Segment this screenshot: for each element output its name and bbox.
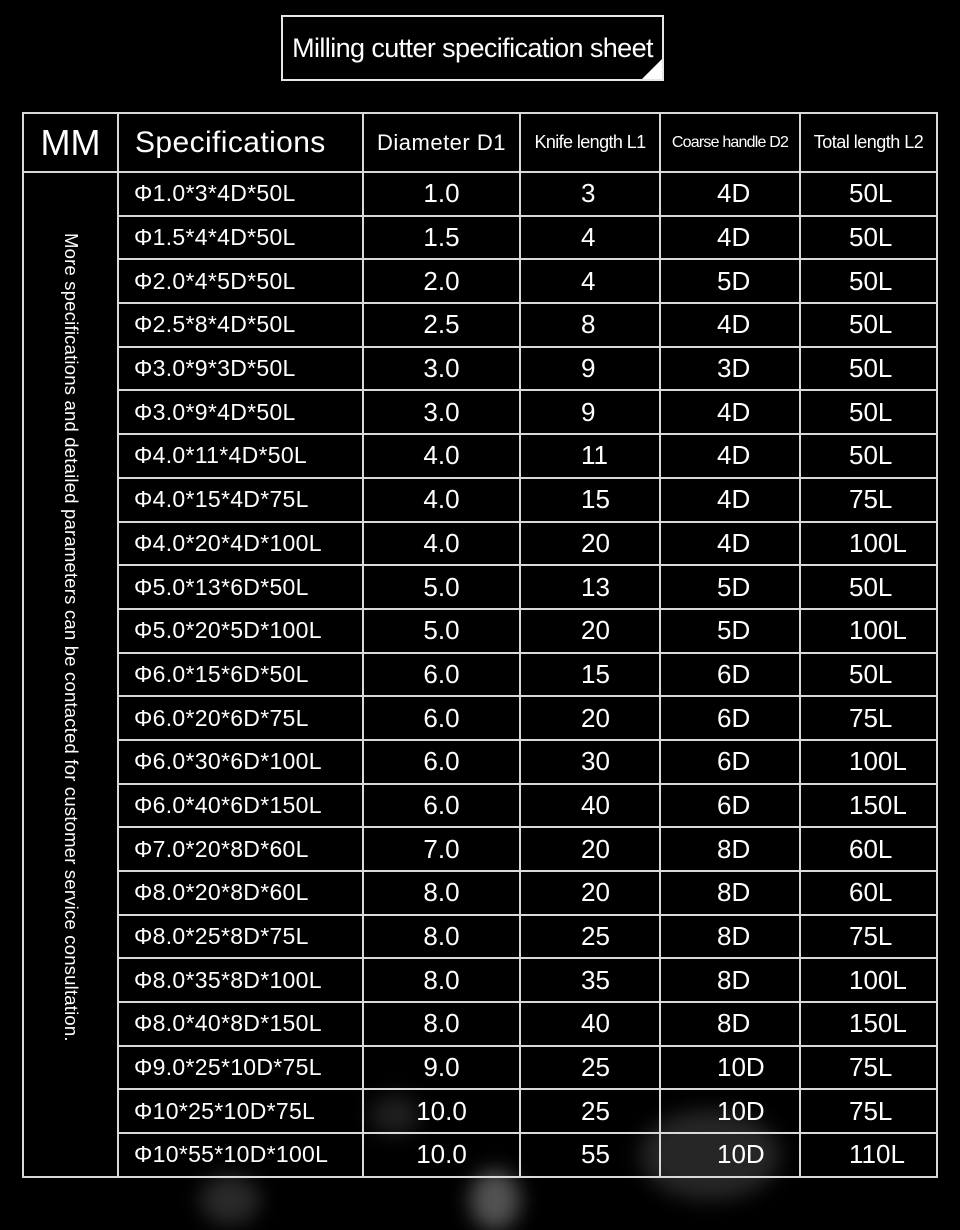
cell-total-length: 50L bbox=[800, 565, 937, 609]
cell-knife-length: 40 bbox=[520, 1002, 660, 1046]
cell-total-length: 50L bbox=[800, 653, 937, 697]
table-row bbox=[23, 390, 937, 434]
side-note-cell bbox=[23, 172, 118, 1177]
cell-total-length: 75L bbox=[800, 696, 937, 740]
cell-coarse-handle: 4D bbox=[660, 172, 800, 216]
table-row bbox=[23, 1089, 937, 1133]
table-row bbox=[23, 565, 937, 609]
table-row bbox=[23, 609, 937, 653]
cell-coarse-handle: 4D bbox=[660, 390, 800, 434]
cell-knife-length: 20 bbox=[520, 871, 660, 915]
table-row bbox=[23, 347, 937, 391]
side-note: More specifications and detailed parameters can be contacted for customer service consultation. bbox=[60, 233, 82, 1042]
cell-total-length: 50L bbox=[800, 390, 937, 434]
cell-spec: Φ10*25*10D*75L bbox=[118, 1089, 363, 1133]
cell-knife-length: 8 bbox=[520, 303, 660, 347]
table-row bbox=[23, 827, 937, 871]
cell-knife-length: 25 bbox=[520, 1089, 660, 1133]
cell-coarse-handle: 4D bbox=[660, 434, 800, 478]
cell-coarse-handle: 8D bbox=[660, 871, 800, 915]
cell-spec: Φ3.0*9*3D*50L bbox=[118, 347, 363, 391]
cell-total-length: 75L bbox=[800, 1046, 937, 1090]
table-row bbox=[23, 653, 937, 697]
cell-coarse-handle: 10D bbox=[660, 1089, 800, 1133]
cell-knife-length: 40 bbox=[520, 784, 660, 828]
table-row bbox=[23, 303, 937, 347]
header-total-length: Total length L2 bbox=[800, 113, 937, 172]
header-coarse-handle: Coarse handle D2 bbox=[660, 113, 800, 172]
cell-total-length: 50L bbox=[800, 216, 937, 260]
cell-knife-length: 25 bbox=[520, 1046, 660, 1090]
cell-spec: Φ4.0*11*4D*50L bbox=[118, 434, 363, 478]
cell-total-length: 75L bbox=[800, 915, 937, 959]
page-title bbox=[281, 15, 664, 81]
cell-diameter: 5.0 bbox=[363, 565, 520, 609]
cell-spec: Φ8.0*35*8D*100L bbox=[118, 958, 363, 1002]
cell-diameter: 6.0 bbox=[363, 740, 520, 784]
cell-total-length: 100L bbox=[800, 740, 937, 784]
cell-coarse-handle: 6D bbox=[660, 784, 800, 828]
cell-knife-length: 20 bbox=[520, 522, 660, 566]
cell-diameter: 4.0 bbox=[363, 478, 520, 522]
table-row bbox=[23, 958, 937, 1002]
cell-spec: Φ2.5*8*4D*50L bbox=[118, 303, 363, 347]
cell-knife-length: 15 bbox=[520, 478, 660, 522]
cell-spec: Φ7.0*20*8D*60L bbox=[118, 827, 363, 871]
cell-coarse-handle: 8D bbox=[660, 915, 800, 959]
cell-spec: Φ5.0*13*6D*50L bbox=[118, 565, 363, 609]
cell-diameter: 10.0 bbox=[363, 1133, 520, 1177]
cell-knife-length: 4 bbox=[520, 259, 660, 303]
cell-coarse-handle: 5D bbox=[660, 609, 800, 653]
table-header-row bbox=[23, 113, 937, 172]
cell-diameter: 1.5 bbox=[363, 216, 520, 260]
cell-diameter: 10.0 bbox=[363, 1089, 520, 1133]
cell-spec: Φ2.0*4*5D*50L bbox=[118, 259, 363, 303]
cell-total-length: 60L bbox=[800, 871, 937, 915]
cell-coarse-handle: 5D bbox=[660, 565, 800, 609]
table-row bbox=[23, 1133, 937, 1177]
cell-coarse-handle: 4D bbox=[660, 522, 800, 566]
cell-total-length: 50L bbox=[800, 347, 937, 391]
header-specifications: Specifications bbox=[118, 113, 363, 172]
cell-coarse-handle: 6D bbox=[660, 653, 800, 697]
cell-coarse-handle: 5D bbox=[660, 259, 800, 303]
table-row bbox=[23, 478, 937, 522]
background-glow bbox=[470, 1170, 520, 1230]
table-row bbox=[23, 784, 937, 828]
cell-coarse-handle: 8D bbox=[660, 1002, 800, 1046]
cell-diameter: 2.5 bbox=[363, 303, 520, 347]
cell-total-length: 50L bbox=[800, 434, 937, 478]
cell-spec: Φ10*55*10D*100L bbox=[118, 1133, 363, 1177]
cell-spec: Φ8.0*20*8D*60L bbox=[118, 871, 363, 915]
cell-spec: Φ6.0*15*6D*50L bbox=[118, 653, 363, 697]
cell-diameter: 3.0 bbox=[363, 347, 520, 391]
header-knife-length: Knife length L1 bbox=[520, 113, 660, 172]
cell-diameter: 2.0 bbox=[363, 259, 520, 303]
cell-knife-length: 15 bbox=[520, 653, 660, 697]
cell-spec: Φ8.0*40*8D*150L bbox=[118, 1002, 363, 1046]
background-glow bbox=[200, 1175, 260, 1225]
cell-coarse-handle: 8D bbox=[660, 958, 800, 1002]
cell-diameter: 4.0 bbox=[363, 434, 520, 478]
cell-coarse-handle: 10D bbox=[660, 1133, 800, 1177]
cell-knife-length: 9 bbox=[520, 347, 660, 391]
page-title-text: Milling cutter specification sheet bbox=[292, 32, 653, 63]
cell-spec: Φ6.0*40*6D*150L bbox=[118, 784, 363, 828]
corner-triangle-decoration bbox=[642, 59, 662, 79]
table-row bbox=[23, 216, 937, 260]
cell-coarse-handle: 6D bbox=[660, 696, 800, 740]
cell-diameter: 8.0 bbox=[363, 1002, 520, 1046]
cell-total-length: 60L bbox=[800, 827, 937, 871]
cell-spec: Φ5.0*20*5D*100L bbox=[118, 609, 363, 653]
specification-table bbox=[22, 112, 938, 1178]
table-row bbox=[23, 259, 937, 303]
cell-knife-length: 4 bbox=[520, 216, 660, 260]
cell-total-length: 50L bbox=[800, 172, 937, 216]
cell-knife-length: 11 bbox=[520, 434, 660, 478]
cell-diameter: 7.0 bbox=[363, 827, 520, 871]
cell-knife-length: 9 bbox=[520, 390, 660, 434]
table-row bbox=[23, 1002, 937, 1046]
table-row bbox=[23, 740, 937, 784]
cell-diameter: 8.0 bbox=[363, 958, 520, 1002]
cell-knife-length: 25 bbox=[520, 915, 660, 959]
cell-diameter: 6.0 bbox=[363, 653, 520, 697]
cell-coarse-handle: 10D bbox=[660, 1046, 800, 1090]
cell-knife-length: 20 bbox=[520, 696, 660, 740]
cell-knife-length: 55 bbox=[520, 1133, 660, 1177]
cell-total-length: 150L bbox=[800, 1002, 937, 1046]
table-row bbox=[23, 172, 937, 216]
cell-coarse-handle: 6D bbox=[660, 740, 800, 784]
cell-spec: Φ9.0*25*10D*75L bbox=[118, 1046, 363, 1090]
table-row bbox=[23, 696, 937, 740]
cell-diameter: 8.0 bbox=[363, 915, 520, 959]
cell-diameter: 5.0 bbox=[363, 609, 520, 653]
cell-diameter: 8.0 bbox=[363, 871, 520, 915]
cell-coarse-handle: 4D bbox=[660, 303, 800, 347]
cell-spec: Φ3.0*9*4D*50L bbox=[118, 390, 363, 434]
cell-spec: Φ6.0*30*6D*100L bbox=[118, 740, 363, 784]
table-row bbox=[23, 915, 937, 959]
cell-spec: Φ6.0*20*6D*75L bbox=[118, 696, 363, 740]
cell-total-length: 110L bbox=[800, 1133, 937, 1177]
cell-total-length: 150L bbox=[800, 784, 937, 828]
cell-coarse-handle: 4D bbox=[660, 478, 800, 522]
cell-knife-length: 13 bbox=[520, 565, 660, 609]
cell-total-length: 50L bbox=[800, 259, 937, 303]
cell-total-length: 100L bbox=[800, 609, 937, 653]
cell-diameter: 1.0 bbox=[363, 172, 520, 216]
cell-knife-length: 20 bbox=[520, 609, 660, 653]
cell-spec: Φ4.0*15*4D*75L bbox=[118, 478, 363, 522]
table-row bbox=[23, 1046, 937, 1090]
header-unit: MM bbox=[23, 113, 118, 172]
cell-knife-length: 20 bbox=[520, 827, 660, 871]
table-row bbox=[23, 871, 937, 915]
cell-spec: Φ4.0*20*4D*100L bbox=[118, 522, 363, 566]
cell-diameter: 9.0 bbox=[363, 1046, 520, 1090]
cell-knife-length: 30 bbox=[520, 740, 660, 784]
table-row bbox=[23, 434, 937, 478]
cell-coarse-handle: 8D bbox=[660, 827, 800, 871]
table-row bbox=[23, 522, 937, 566]
cell-total-length: 75L bbox=[800, 1089, 937, 1133]
cell-total-length: 75L bbox=[800, 478, 937, 522]
cell-total-length: 100L bbox=[800, 522, 937, 566]
cell-knife-length: 35 bbox=[520, 958, 660, 1002]
cell-coarse-handle: 3D bbox=[660, 347, 800, 391]
cell-spec: Φ8.0*25*8D*75L bbox=[118, 915, 363, 959]
header-diameter: Diameter D1 bbox=[363, 113, 520, 172]
cell-diameter: 3.0 bbox=[363, 390, 520, 434]
cell-total-length: 100L bbox=[800, 958, 937, 1002]
cell-total-length: 50L bbox=[800, 303, 937, 347]
cell-knife-length: 3 bbox=[520, 172, 660, 216]
cell-diameter: 4.0 bbox=[363, 522, 520, 566]
cell-diameter: 6.0 bbox=[363, 696, 520, 740]
cell-spec: Φ1.0*3*4D*50L bbox=[118, 172, 363, 216]
cell-coarse-handle: 4D bbox=[660, 216, 800, 260]
cell-diameter: 6.0 bbox=[363, 784, 520, 828]
cell-spec: Φ1.5*4*4D*50L bbox=[118, 216, 363, 260]
